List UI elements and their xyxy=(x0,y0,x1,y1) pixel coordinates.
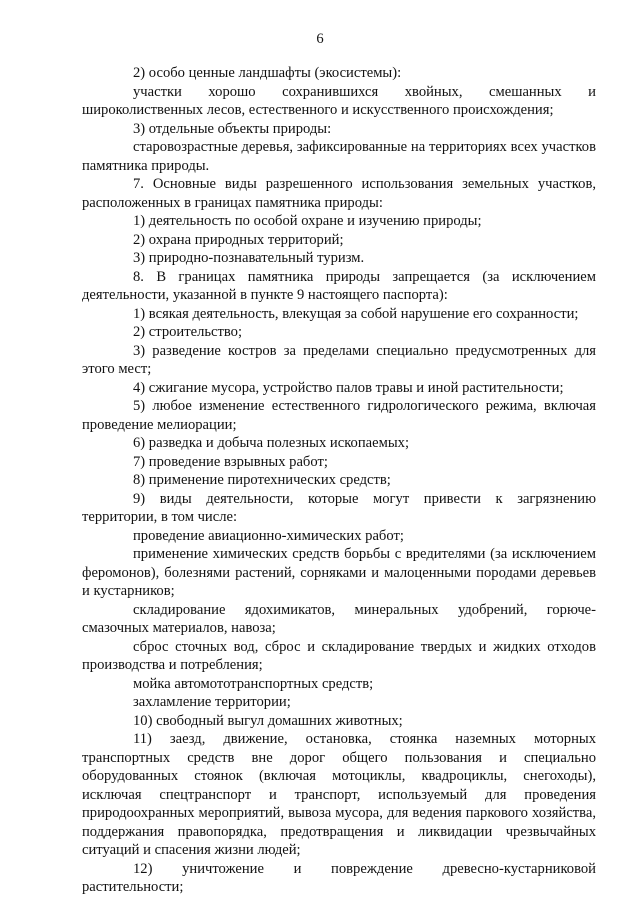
paragraph: 2) особо ценные ландшафты (экосистемы): xyxy=(133,65,402,81)
paragraph: мойка автомототранспортных средств; xyxy=(133,675,374,692)
paragraph: 3) разведение костров за пределами специально предусмотренных для этого мест; xyxy=(82,342,596,377)
paragraph: 11) заезд, движение, остановка, стоянка наземных моторных транспортных средств вне дорог общего пользования и специально оборудованных стоянок (включая мотоциклы, квадроциклы, снегоходы), исключая спецтранспорт и транспорт, используемый для проведения природоохранных мероприятий, вывоза мусора, для ведения паркового хозяйства, поддержания правопорядка, предотвращения и ликвидации чрезвычайных ситуаций и спасения жизни людей; xyxy=(82,731,596,858)
paragraph: 2) строительство; xyxy=(133,324,243,340)
paragraph: 8) применение пиротехнических средств; xyxy=(133,472,391,488)
paragraph: 4) сжигание мусора, устройство палов травы и иной растительности; xyxy=(133,379,564,396)
paragraph: захламление территории; xyxy=(133,694,291,710)
paragraph: 6) разведка и добыча полезных ископаемых; xyxy=(133,435,409,451)
paragraph: 8. В границах памятника природы запрещается (за исключением деятельности, указанной в пункте 9 настоящего паспорта): xyxy=(82,268,596,303)
paragraph: старовозрастные деревья, зафиксированные на территориях всех участков памятника природы. xyxy=(82,139,596,174)
paragraph: 3) природно-познавательный туризм. xyxy=(133,250,365,266)
paragraph: 2) охрана природных территорий; xyxy=(133,231,344,248)
paragraph: 7) проведение взрывных работ; xyxy=(133,453,328,470)
document-body xyxy=(82,64,596,897)
paragraph: 9) виды деятельности, которые могут привести к загрязнению территории, в том числе: xyxy=(82,490,596,525)
paragraph: проведение авиационно-химических работ; xyxy=(133,527,404,544)
paragraph: 1) всякая деятельность, влекущая за собой нарушение его сохранности; xyxy=(133,305,579,322)
paragraph: 7. Основные виды разрешенного использования земельных участков, расположенных в границах памятника природы: xyxy=(82,176,596,211)
paragraph: 1) деятельность по особой охране и изучению природы; xyxy=(133,213,482,229)
paragraph: применение химических средств борьбы с вредителями (за исключением феромонов), болезнями растений, сорняками и малоценными породами деревьев и кустарников; xyxy=(82,546,596,599)
page-number: 6 xyxy=(316,31,324,47)
paragraph: 10) свободный выгул домашних животных; xyxy=(133,712,403,729)
paragraph: сброс сточных вод, сброс и складирование твердых и жидких отходов производства и потребления; xyxy=(82,638,596,673)
paragraph: участки хорошо сохранившихся хвойных, смешанных и широколиственных лесов, естественного и искусственного происхождения; xyxy=(82,83,596,118)
paragraph: 12) уничтожение и повреждение древесно-кустарниковой растительности; xyxy=(82,860,596,895)
paragraph: 3) отдельные объекты природы: xyxy=(133,120,332,137)
paragraph: складирование ядохимикатов, минеральных удобрений, горюче-смазочных материалов, навоза; xyxy=(82,601,596,636)
paragraph: 5) любое изменение естественного гидрологического режима, включая проведение мелиорации; xyxy=(82,398,596,433)
